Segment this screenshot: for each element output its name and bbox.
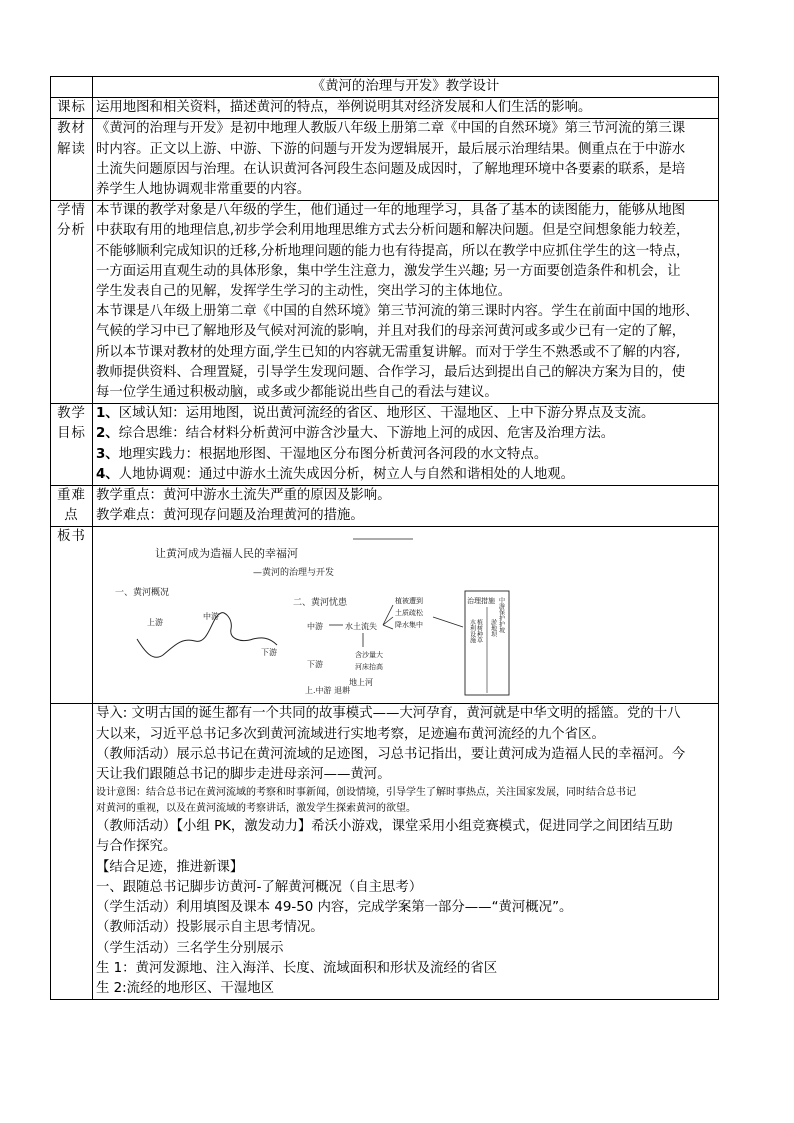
curriculum-text: 运用地图和相关资料，描述黄河的特点，举例说明其对经济发展和人们生活的影响。 — [93, 98, 719, 119]
textbook-label: 教材 解读 — [51, 119, 93, 201]
objective-item: 4、人地协调观：通过中游水土流失成因分析，树立人与自然和谐相处的人地观。 — [96, 466, 574, 482]
objective-item: 3、地理实践力：根据地形图、干湿地区分布图分析黄河各河段的水文特点。 — [96, 446, 548, 462]
sketch-section-1: 一、黄河概况 — [115, 588, 170, 599]
document-title: 《黄河的治理与开发》教学设计 — [93, 77, 719, 98]
objectives-row — [51, 404, 719, 486]
textbook-text: 《黄河的治理与开发》是初中地理人教版八年级上册第二章《中国的自然环境》第三节河流的第三课 时内容。正文以上游、中游、下游的问题与开发为逻辑展开，最后展示治理结果。侧重点在于中游水 土流失问题原因与治理。在认识黄河各河段生态问题及成因时，了解地理环境中各要素的联系，是培 养学生人地协调观非常重要的内容。 — [93, 119, 719, 201]
objective-item: 1、区域认知：运用地图，说出黄河流经的省区、地形区、干湿地区、上中下游分界点及支流。 — [96, 406, 655, 422]
sketch-cause: 土质疏松 — [395, 609, 423, 618]
board-row — [51, 527, 719, 704]
sketch-measure: 中游保护护坡 — [497, 597, 505, 634]
process-text: 导入: 文明古国的诞生都有一个共同的故事模式——大河孕育，黄河就是中华文明的摇篮。党的十八 大以来，习近平总书记多次到黄河流域进行实地考察，足迹遍布黄河流经的九个省区。 （教师活动）展示总书记在黄河流域的足迹图，习总书记指出，要让黄河成为造福人民的幸福河。今 天让我们跟随总书记的脚步走进母亲河——黄河。 设计意图：结合总书记在黄河流域的考察和时事新闻，创设情境，引导学生了解时事热点，关注国家发展，同时结合总书记 对黄河的重视，以及在黄河流域的考察讲话，激发学生探索黄河的欲望。 （教师活动）【小组 PK，激发动力】希沃小游戏，课堂采用小组竞赛模式，促进同学之间团结互助 与合作探究。 【结合足迹，推进新课】 一、跟随总书记脚步访黄河-了解黄河概况（自主思考） （学生活动）利用填图及课本 49-50 内容，完成学案第一部分——“黄河概况”。 （教师活动）投影展示自主思考情况。 （学生活动）三名学生分别展示 生 1：黄河发源地、注入海洋、长度、流域面积和形状及流经的省区 生 2:流经的地形区、干湿地区 — [93, 704, 719, 1000]
design-intent: 设计意图：结合总书记在黄河流域的考察和时事新闻，创设情境，引导学生了解时事热点，关注国家发展，同时结合总书记 — [96, 787, 636, 799]
board-sketch-image — [93, 527, 721, 703]
students-text: 本节课的教学对象是八年级的学生，他们通过一年的地理学习，具备了基本的读图能力，能够从地图 中获取有用的地理信息,初步学会利用地理思维方式去分析问题和解决问题。但是空间想象能力较差， 不能够顺利完成知识的迁移,分析地理问题的能力也有待提高，所以在教学中应抓住学生的这一特点， 一方面运用直观生动的具体形象，集中学生注意力，激发学生兴趣; 另一方面要创造条件和机会，让 学生发表自己的见解，发挥学生学习的主动性，突出学习的主体地位。 本节课是八年级上册第二章《中国的自然环境》第三节河流的第三课时内容。学生在前面中国的地形、 气候的学习中已了解地形及气候对河流的影响，并且对我们的母亲河黄河或多或少已有一定的了解， 所以本节课对教材的处理方面,学生已知的内容就无需重复讲解。而对于学生不熟悉或不了解的内容, 教师提供资料、合理置疑，引导学生发现问题、合作学习，最后达到提出自己的解决方案为目的，使 每一位学生通过积极动脑，或多或少都能说出些自己的看法与建议。 — [93, 201, 719, 404]
sketch-upper-bottom: 上.中游 退耕 — [305, 686, 351, 696]
sketch-middle: 中游 — [203, 612, 219, 622]
students-row — [51, 201, 719, 404]
sketch-lower: 下游 — [261, 648, 277, 658]
sketch-cause: 降水集中 — [395, 621, 423, 630]
curriculum-row — [51, 98, 719, 119]
sketch-mid-label: 中游 — [307, 622, 323, 632]
sketch-measure: 植树种草 — [475, 619, 483, 644]
students-label: 学情 分析 — [51, 201, 93, 404]
board-label: 板书 — [51, 527, 93, 704]
objective-item: 2、综合思维：结合材料分析黄河中游含沙量大、下游地上河的成因、危害及治理方法。 — [96, 426, 615, 442]
sketch-measures-title: 治理措施 — [467, 597, 495, 606]
sketch-soil-loss: 水土流失 — [345, 622, 377, 632]
sketch-main-title: 让黄河成为造福人民的幸福河 — [155, 547, 298, 561]
key-points-row — [51, 486, 719, 527]
sketch-upper: 上游 — [147, 618, 163, 628]
sketch-subtitle: —黄河的治理与开发 — [253, 568, 335, 579]
sketch-above-ground: 地上河 — [349, 678, 373, 688]
sketch-measure: 淤地坝 — [489, 619, 497, 638]
sketch-low-label: 下游 — [307, 660, 323, 670]
key-points-label: 重难 点 — [51, 486, 93, 527]
objectives-label: 教学 目标 — [51, 404, 93, 486]
sketch-section-2: 二、黄河忧患 — [293, 598, 348, 609]
board-sketch-cell — [93, 527, 719, 704]
title-blank-cell — [51, 77, 93, 98]
curriculum-label: 课标 — [51, 98, 93, 119]
title-row — [51, 77, 719, 98]
lesson-plan-table — [50, 76, 719, 1000]
key-points-text: 教学重点：黄河中游水土流失严重的原因及影响。 教学难点：黄河现存问题及治理黄河的措施。 — [93, 486, 719, 527]
process-row — [51, 704, 719, 1000]
sketch-sediment: 含沙量大 — [355, 651, 383, 660]
process-label-cell — [51, 704, 93, 1000]
sketch-cause: 植被遭到 — [395, 597, 423, 606]
sketch-sediment: 河床抬高 — [355, 663, 383, 672]
objectives-list — [93, 404, 719, 486]
sketch-measure: 水利设施 — [468, 619, 476, 644]
new-lesson-heading: 【结合足迹，推进新课】 — [96, 859, 244, 875]
textbook-row — [51, 119, 719, 201]
